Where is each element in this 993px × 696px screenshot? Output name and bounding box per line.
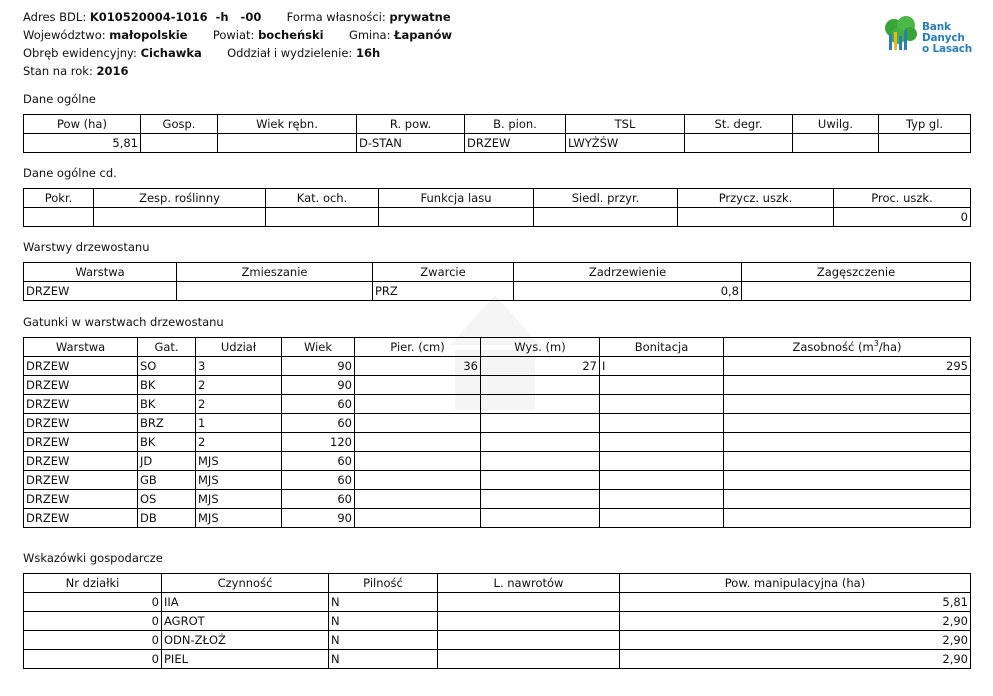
cell-udzial: MJS bbox=[196, 452, 282, 471]
header-cell: Pilność bbox=[329, 574, 438, 593]
header-cell: Warstwa bbox=[24, 263, 177, 282]
cell-gat: OS bbox=[138, 490, 196, 509]
logo-line-1: Bank Danych bbox=[922, 21, 965, 44]
table-row bbox=[24, 452, 971, 471]
cell-zmieszanie bbox=[177, 282, 373, 301]
cell-wys bbox=[481, 433, 600, 452]
header-cell: Uwilg. bbox=[793, 115, 879, 134]
cell-wys bbox=[481, 490, 600, 509]
cell-st-degr bbox=[685, 134, 793, 153]
gmina-label: Gmina: bbox=[348, 28, 391, 42]
cell-wys: 27 bbox=[481, 357, 600, 376]
cell-funkcja bbox=[379, 208, 534, 227]
cell-wiek: 60 bbox=[282, 471, 355, 490]
cell-pow-manip: 2,90 bbox=[620, 612, 971, 631]
cell-l-nawrotow bbox=[438, 612, 620, 631]
header-cell: Kat. och. bbox=[266, 189, 379, 208]
cell-gat: SO bbox=[138, 357, 196, 376]
header-cell: Pow. manipulacyjna (ha) bbox=[620, 574, 971, 593]
cell-pilnosc: N bbox=[329, 612, 438, 631]
forma-value: prywatne bbox=[389, 10, 451, 24]
table-row bbox=[24, 134, 971, 153]
header-cell: Nr działki bbox=[24, 574, 162, 593]
header-row-3 bbox=[23, 44, 452, 62]
header-cell: Zwarcie bbox=[373, 263, 514, 282]
table-header-row bbox=[24, 338, 971, 357]
cell-bonitacja bbox=[600, 376, 724, 395]
cell-gat: BK bbox=[138, 395, 196, 414]
header-cell: Pier. (cm) bbox=[355, 338, 481, 357]
cell-wiek: 90 bbox=[282, 357, 355, 376]
cell-bonitacja bbox=[600, 414, 724, 433]
header-cell: Wiek bbox=[282, 338, 355, 357]
cell-nr-dzialki: 0 bbox=[24, 631, 162, 650]
cell-pier bbox=[355, 376, 481, 395]
header-cell: Warstwa bbox=[24, 338, 138, 357]
table-header-row bbox=[24, 574, 971, 593]
woj-label: Województwo: bbox=[23, 28, 106, 42]
table-row bbox=[24, 612, 971, 631]
section-title-wskazowki: Wskazówki gospodarcze bbox=[23, 551, 163, 565]
header-cell: Wiek rębn. bbox=[218, 115, 357, 134]
cell-r-pow: D-STAN bbox=[357, 134, 465, 153]
cell-zasobnosc bbox=[724, 490, 971, 509]
table-row bbox=[24, 208, 971, 227]
header-cell: Bonitacja bbox=[600, 338, 724, 357]
header-cell: R. pow. bbox=[357, 115, 465, 134]
tree-logo-icon bbox=[884, 16, 918, 52]
cell-nr-dzialki: 0 bbox=[24, 650, 162, 669]
cell-warstwa: DRZEW bbox=[24, 452, 138, 471]
header-cell: Gosp. bbox=[141, 115, 218, 134]
cell-l-nawrotow bbox=[438, 593, 620, 612]
powiat-label: Powiat: bbox=[212, 28, 255, 42]
cell-nr-dzialki: 0 bbox=[24, 593, 162, 612]
header-cell: Pokr. bbox=[24, 189, 94, 208]
obreb-value: Cichawka bbox=[140, 46, 202, 60]
cell-pilnosc: N bbox=[329, 650, 438, 669]
cell-zadrzewienie: 0,8 bbox=[514, 282, 742, 301]
cell-bonitacja: I bbox=[600, 357, 724, 376]
cell-warstwa: DRZEW bbox=[24, 509, 138, 528]
powiat-value: bocheński bbox=[258, 28, 324, 42]
table-row bbox=[24, 376, 971, 395]
header-cell: Typ gl. bbox=[879, 115, 971, 134]
cell-zasobnosc bbox=[724, 509, 971, 528]
cell-bonitacja bbox=[600, 452, 724, 471]
cell-pow-manip: 2,90 bbox=[620, 650, 971, 669]
cell-wys bbox=[481, 452, 600, 471]
cell-zasobnosc: 295 bbox=[724, 357, 971, 376]
table-dane-ogolne-cd bbox=[23, 188, 971, 227]
cell-wiek-rebn bbox=[218, 134, 357, 153]
cell-pier bbox=[355, 395, 481, 414]
cell-wiek: 60 bbox=[282, 490, 355, 509]
cell-przycz bbox=[678, 208, 834, 227]
cell-wiek: 60 bbox=[282, 395, 355, 414]
table-header-row bbox=[24, 189, 971, 208]
logo-line-2: o Lasach bbox=[922, 43, 973, 55]
cell-wiek: 90 bbox=[282, 376, 355, 395]
cell-udzial: 2 bbox=[196, 395, 282, 414]
document-header bbox=[23, 8, 452, 80]
cell-warstwa: DRZEW bbox=[24, 490, 138, 509]
table-row bbox=[24, 471, 971, 490]
table-dane-ogolne bbox=[23, 114, 971, 153]
header-cell: St. degr. bbox=[685, 115, 793, 134]
cell-wys bbox=[481, 376, 600, 395]
section-title-dane-ogolne-cd: Dane ogólne cd. bbox=[23, 166, 117, 180]
cell-zwarcie: PRZ bbox=[373, 282, 514, 301]
table-row bbox=[24, 631, 971, 650]
table-row bbox=[24, 282, 971, 301]
cell-pilnosc: N bbox=[329, 593, 438, 612]
cell-pier bbox=[355, 414, 481, 433]
header-cell: B. pion. bbox=[465, 115, 566, 134]
cell-udzial: 2 bbox=[196, 433, 282, 452]
table-wskazowki bbox=[23, 573, 971, 669]
header-cell-zasobnosc: Zasobność $(m^3/ha)$ bbox=[724, 338, 971, 357]
table-row bbox=[24, 433, 971, 452]
header-row-1 bbox=[23, 8, 452, 26]
section-title-gatunki: Gatunki w warstwach drzewostanu bbox=[23, 315, 224, 329]
cell-typ-gl bbox=[879, 134, 971, 153]
cell-gat: BK bbox=[138, 433, 196, 452]
cell-zasobnosc bbox=[724, 395, 971, 414]
cell-uwilg bbox=[793, 134, 879, 153]
cell-pier bbox=[355, 509, 481, 528]
cell-bonitacja bbox=[600, 395, 724, 414]
table-header-row bbox=[24, 263, 971, 282]
adres-label: Adres BDL: bbox=[23, 10, 87, 24]
section-title-warstwy: Warstwy drzewostanu bbox=[23, 240, 150, 254]
cell-czynnosc: AGROT bbox=[162, 612, 329, 631]
cell-wys bbox=[481, 395, 600, 414]
cell-pier bbox=[355, 452, 481, 471]
logo-text bbox=[922, 22, 984, 55]
cell-udzial: MJS bbox=[196, 509, 282, 528]
cell-wiek: 90 bbox=[282, 509, 355, 528]
header-cell: Proc. uszk. bbox=[834, 189, 971, 208]
table-gatunki bbox=[23, 337, 971, 528]
cell-pier bbox=[355, 490, 481, 509]
cell-l-nawrotow bbox=[438, 631, 620, 650]
cell-wiek: 60 bbox=[282, 414, 355, 433]
cell-b-pion: DRZEW bbox=[465, 134, 566, 153]
cell-siedl bbox=[534, 208, 678, 227]
header-row-4 bbox=[23, 62, 452, 80]
cell-zasobnosc bbox=[724, 471, 971, 490]
header-cell: Pow (ha) bbox=[24, 115, 141, 134]
cell-proc-uszk: 0 bbox=[834, 208, 971, 227]
cell-bonitacja bbox=[600, 509, 724, 528]
header-cell: Przycz. uszk. bbox=[678, 189, 834, 208]
header-cell: Gat. bbox=[138, 338, 196, 357]
table-row bbox=[24, 509, 971, 528]
cell-warstwa: DRZEW bbox=[24, 414, 138, 433]
adres-value: K010520004-1016 -h -00 bbox=[89, 10, 262, 24]
cell-pokr bbox=[24, 208, 94, 227]
oddzial-value: 16h bbox=[355, 46, 381, 60]
header-cell: L. nawrotów bbox=[438, 574, 620, 593]
cell-bonitacja bbox=[600, 490, 724, 509]
table-row bbox=[24, 650, 971, 669]
stan-value: 2016 bbox=[96, 64, 129, 78]
obreb-label: Obręb ewidencyjny: bbox=[23, 46, 137, 60]
cell-warstwa: DRZEW bbox=[24, 376, 138, 395]
cell-wiek: 120 bbox=[282, 433, 355, 452]
table-warstwy bbox=[23, 262, 971, 301]
cell-warstwa: DRZEW bbox=[24, 282, 177, 301]
table-row bbox=[24, 593, 971, 612]
cell-warstwa: DRZEW bbox=[24, 395, 138, 414]
cell-zasobnosc bbox=[724, 414, 971, 433]
header-cell: Czynność bbox=[162, 574, 329, 593]
cell-warstwa: DRZEW bbox=[24, 433, 138, 452]
cell-czynnosc: IIA bbox=[162, 593, 329, 612]
cell-udzial: 3 bbox=[196, 357, 282, 376]
header-cell: Siedl. przyr. bbox=[534, 189, 678, 208]
table-row bbox=[24, 395, 971, 414]
table-row bbox=[24, 414, 971, 433]
woj-value: małopolskie bbox=[109, 28, 188, 42]
cell-zasobnosc bbox=[724, 452, 971, 471]
header-cell: Zadrzewienie bbox=[514, 263, 742, 282]
header-cell: Zagęszczenie bbox=[742, 263, 971, 282]
header-cell: Zmieszanie bbox=[177, 263, 373, 282]
cell-kat-och bbox=[266, 208, 379, 227]
cell-wys bbox=[481, 414, 600, 433]
header-cell: Wys. (m) bbox=[481, 338, 600, 357]
header-cell: Udział bbox=[196, 338, 282, 357]
cell-udzial: 2 bbox=[196, 376, 282, 395]
cell-gat: JD bbox=[138, 452, 196, 471]
cell-wys bbox=[481, 471, 600, 490]
cell-pier bbox=[355, 433, 481, 452]
cell-gosp bbox=[141, 134, 218, 153]
cell-pow: 5,81 bbox=[24, 134, 141, 153]
cell-wys bbox=[481, 509, 600, 528]
cell-gat: BRZ bbox=[138, 414, 196, 433]
cell-pow-manip: 2,90 bbox=[620, 631, 971, 650]
cell-pier: 36 bbox=[355, 357, 481, 376]
cell-udzial: MJS bbox=[196, 490, 282, 509]
cell-zasobnosc bbox=[724, 433, 971, 452]
cell-zageszczenie bbox=[742, 282, 971, 301]
cell-zesp bbox=[94, 208, 266, 227]
header-cell: TSL bbox=[566, 115, 685, 134]
cell-zasobnosc bbox=[724, 376, 971, 395]
cell-bonitacja bbox=[600, 433, 724, 452]
cell-gat: GB bbox=[138, 471, 196, 490]
section-title-dane-ogolne: Dane ogólne bbox=[23, 92, 96, 106]
header-cell: Zesp. roślinny bbox=[94, 189, 266, 208]
cell-gat: BK bbox=[138, 376, 196, 395]
cell-czynnosc: PIEL bbox=[162, 650, 329, 669]
cell-wiek: 60 bbox=[282, 452, 355, 471]
stan-label: Stan na rok: bbox=[23, 64, 93, 78]
cell-warstwa: DRZEW bbox=[24, 471, 138, 490]
bank-danych-o-lasach-logo bbox=[884, 16, 984, 58]
oddzial-label: Oddział i wydzielenie: bbox=[227, 46, 353, 60]
cell-tsl: LWYŻŚW bbox=[566, 134, 685, 153]
cell-pow-manip: 5,81 bbox=[620, 593, 971, 612]
cell-pier bbox=[355, 471, 481, 490]
cell-czynnosc: ODN-ZŁOŻ bbox=[162, 631, 329, 650]
forma-label: Forma własności: bbox=[286, 10, 386, 24]
cell-pilnosc: N bbox=[329, 631, 438, 650]
cell-warstwa: DRZEW bbox=[24, 357, 138, 376]
header-row-2 bbox=[23, 26, 452, 44]
cell-udzial: MJS bbox=[196, 471, 282, 490]
cell-gat: DB bbox=[138, 509, 196, 528]
table-row bbox=[24, 490, 971, 509]
table-row bbox=[24, 357, 971, 376]
cell-udzial: 1 bbox=[196, 414, 282, 433]
table-header-row bbox=[24, 115, 971, 134]
cell-l-nawrotow bbox=[438, 650, 620, 669]
cell-bonitacja bbox=[600, 471, 724, 490]
cell-nr-dzialki: 0 bbox=[24, 612, 162, 631]
gmina-value: Łapanów bbox=[394, 28, 452, 42]
header-cell: Funkcja lasu bbox=[379, 189, 534, 208]
